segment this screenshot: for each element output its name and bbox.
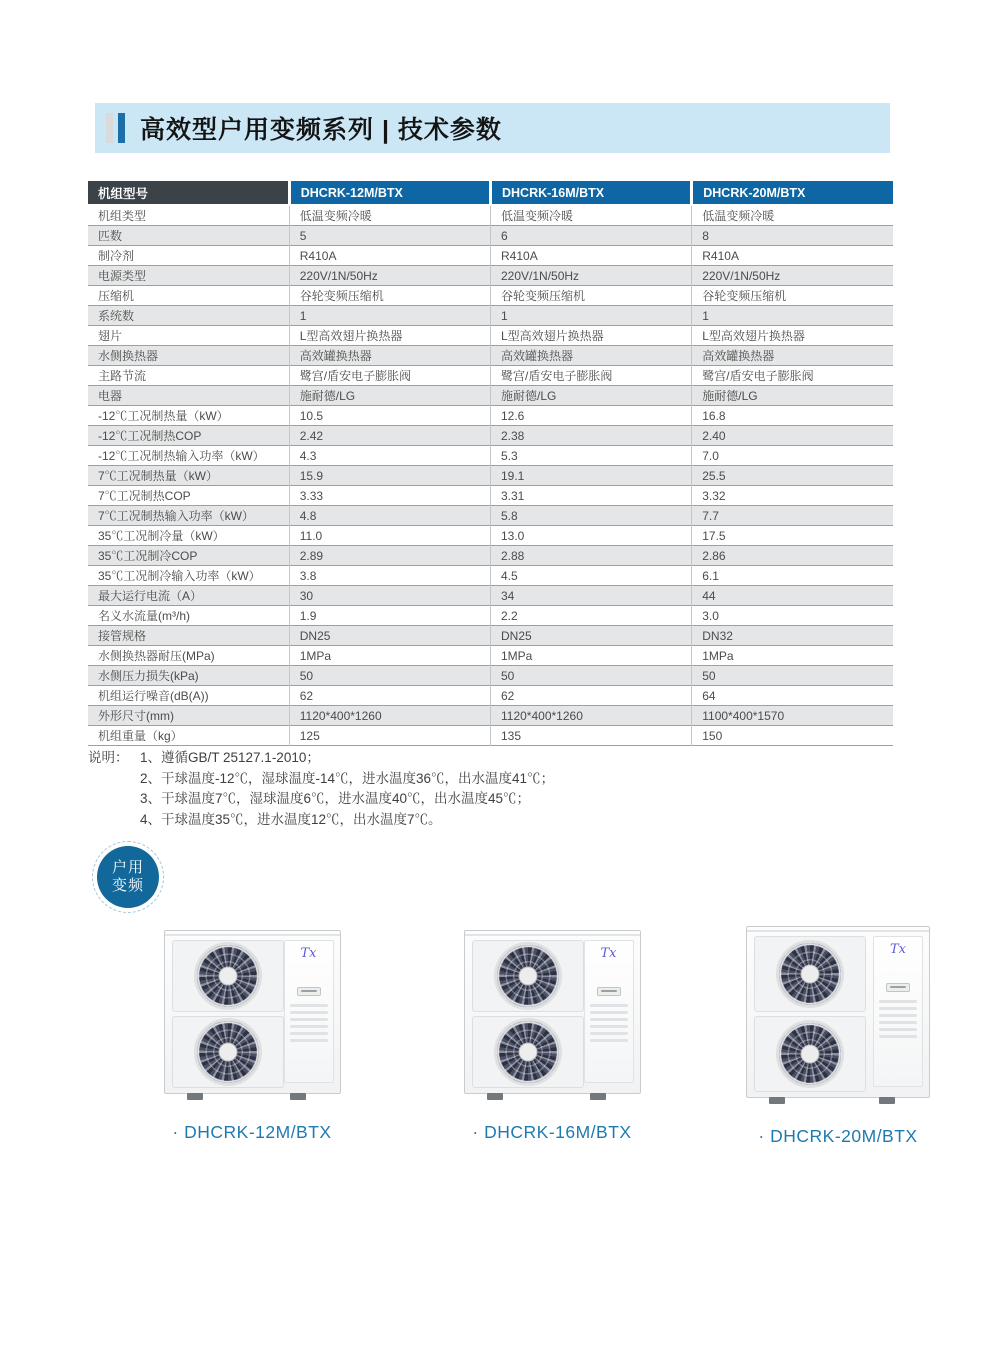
badge-line-1: 户用	[111, 859, 144, 876]
spec-value: 3.8	[289, 566, 490, 586]
note-item: 3、干球温度7℃，湿球温度6℃，进水温度40℃，出水温度45℃；	[140, 791, 531, 806]
spec-value: 12.6	[491, 406, 692, 426]
notes-label: 说明：	[88, 750, 129, 765]
spec-value: 谷轮变频压缩机	[692, 286, 893, 306]
fan-section	[754, 936, 866, 1096]
fan-grille	[172, 1016, 284, 1088]
spec-label: 7℃工况制热输入功率（kW）	[88, 506, 289, 526]
spec-label: 水侧换热器耐压(MPa)	[88, 646, 289, 666]
spec-value: 6.1	[692, 566, 893, 586]
spec-label: 水侧换热器	[88, 346, 289, 366]
unit-foot	[879, 1097, 895, 1104]
table-row	[88, 546, 893, 566]
spec-label: -12℃工况制热输入功率（kW）	[88, 446, 289, 466]
product-card-12m	[152, 930, 352, 1143]
table-row	[88, 526, 893, 546]
table-row	[88, 386, 893, 406]
spec-value: 2.89	[289, 546, 490, 566]
spec-label: 外形尺寸(mm)	[88, 706, 289, 726]
unit-top-trim	[465, 934, 640, 936]
table-row	[88, 566, 893, 586]
spec-value: L型高效翅片换热器	[289, 326, 490, 346]
spec-value: 50	[491, 666, 692, 686]
spec-value: 低温变频冷暖	[289, 205, 490, 226]
unit-foot	[590, 1093, 606, 1100]
spec-value: R410A	[692, 246, 893, 266]
spec-value: 30	[289, 586, 490, 606]
spec-value: 7.0	[692, 446, 893, 466]
spec-value: 220V/1N/50Hz	[692, 266, 893, 286]
spec-value: 62	[491, 686, 692, 706]
table-row	[88, 366, 893, 386]
fan-grille	[754, 936, 866, 1012]
spec-value: 1	[491, 306, 692, 326]
handle-recess	[886, 983, 910, 992]
spec-value: 50	[289, 666, 490, 686]
notes-block	[88, 748, 554, 830]
vent-grille	[590, 1004, 628, 1042]
spec-label: 35℃工况制冷COP	[88, 546, 289, 566]
spec-value: 低温变频冷暖	[491, 205, 692, 226]
unit-foot	[290, 1093, 306, 1100]
spec-value: 44	[692, 586, 893, 606]
spec-value: 6	[491, 226, 692, 246]
table-row	[88, 586, 893, 606]
unit-top-trim	[747, 930, 929, 932]
table-row	[88, 626, 893, 646]
spec-label: 电器	[88, 386, 289, 406]
spec-value: 1MPa	[692, 646, 893, 666]
outdoor-unit-image	[164, 930, 341, 1094]
spec-value: 1	[289, 306, 490, 326]
spec-value: 1120*400*1260	[289, 706, 490, 726]
spec-value: 11.0	[289, 526, 490, 546]
product-model-label: · DHCRK-20M/BTX	[758, 1126, 918, 1146]
fan-hub	[218, 1043, 237, 1062]
spec-value: 125	[289, 726, 490, 746]
spec-value: 5.3	[491, 446, 692, 466]
title-accent-gray-bar	[106, 113, 113, 143]
spec-label: -12℃工况制热COP	[88, 426, 289, 446]
brand-logo: Tx	[300, 946, 317, 961]
spec-value: 1.9	[289, 606, 490, 626]
spec-value: 220V/1N/50Hz	[491, 266, 692, 286]
spec-value: DN25	[289, 626, 490, 646]
spec-value: 2.40	[692, 426, 893, 446]
spec-value: 2.2	[491, 606, 692, 626]
spec-label: 机组重量（kg）	[88, 726, 289, 746]
spec-value: 135	[491, 726, 692, 746]
table-row	[88, 466, 893, 486]
spec-label: 名义水流量(m³/h)	[88, 606, 289, 626]
spec-value: 4.3	[289, 446, 490, 466]
side-panel	[873, 936, 923, 1087]
spec-value: 低温变频冷暖	[692, 205, 893, 226]
table-row	[88, 246, 893, 266]
unit-foot	[187, 1093, 203, 1100]
spec-label: 压缩机	[88, 286, 289, 306]
spec-value: 3.31	[491, 486, 692, 506]
badge-line-2: 变频	[111, 877, 144, 894]
spec-label: 机组运行噪音(dB(A))	[88, 686, 289, 706]
spec-table-body	[88, 205, 893, 746]
spec-value: 2.86	[692, 546, 893, 566]
page-title: 高效型户用变频系列 | 技术参数	[140, 116, 502, 144]
spec-value: 谷轮变频压缩机	[289, 286, 490, 306]
vent-grille	[879, 1000, 917, 1038]
fan-grille	[472, 1016, 584, 1088]
spec-value: DN25	[491, 626, 692, 646]
spec-value: 4.8	[289, 506, 490, 526]
table-row	[88, 426, 893, 446]
spec-value: 62	[289, 686, 490, 706]
notes-lines	[140, 748, 554, 830]
product-model-label: · DHCRK-12M/BTX	[172, 1122, 332, 1142]
spec-label: 接管规格	[88, 626, 289, 646]
spec-value: 25.5	[692, 466, 893, 486]
spec-value: 15.9	[289, 466, 490, 486]
table-row	[88, 346, 893, 366]
spec-value: 3.33	[289, 486, 490, 506]
spec-label: 7℃工况制热COP	[88, 486, 289, 506]
spec-table	[88, 181, 893, 746]
brand-logo: Tx	[600, 946, 617, 961]
fan-grille	[472, 940, 584, 1012]
spec-label: 最大运行电流（A）	[88, 586, 289, 606]
spec-label: 系统数	[88, 306, 289, 326]
table-row	[88, 606, 893, 626]
fan-section	[172, 940, 284, 1092]
section-title-bar	[95, 103, 890, 153]
spec-value: 鹭宫/盾安电子膨胀阀	[692, 366, 893, 386]
spec-value: 1100*400*1570	[692, 706, 893, 726]
spec-value: 谷轮变频压缩机	[491, 286, 692, 306]
product-card-20m	[738, 926, 938, 1147]
note-item: 4、干球温度35℃，进水温度12℃，出水温度7℃。	[140, 811, 442, 827]
product-model-label: · DHCRK-16M/BTX	[472, 1122, 632, 1142]
spec-value: 施耐德/LG	[692, 386, 893, 406]
table-row	[88, 726, 893, 746]
table-row	[88, 286, 893, 306]
table-header-row	[88, 181, 893, 205]
unit-foot	[769, 1097, 785, 1104]
household-inverter-badge	[97, 846, 159, 908]
spec-label: 35℃工况制冷输入功率（kW）	[88, 566, 289, 586]
spec-value: L型高效翅片换热器	[692, 326, 893, 346]
table-row	[88, 486, 893, 506]
spec-value: DN32	[692, 626, 893, 646]
note-item: 2、干球温度-12℃，湿球温度-14℃，进水温度36℃，出水温度41℃；	[140, 770, 555, 786]
side-panel	[584, 940, 634, 1083]
spec-value: 17.5	[692, 526, 893, 546]
fan-hub	[518, 1043, 537, 1062]
title-accent-blue-bar	[118, 113, 125, 143]
table-row	[88, 326, 893, 346]
table-row	[88, 686, 893, 706]
outdoor-unit-image	[464, 930, 641, 1094]
spec-label: 翅片	[88, 326, 289, 346]
spec-value: R410A	[491, 246, 692, 266]
table-row	[88, 226, 893, 246]
spec-value: 64	[692, 686, 893, 706]
table-row	[88, 706, 893, 726]
fan-hub	[518, 967, 537, 986]
spec-value: 1120*400*1260	[491, 706, 692, 726]
spec-value: 鹭宫/盾安电子膨胀阀	[289, 366, 490, 386]
spec-label: 7℃工况制热量（kW）	[88, 466, 289, 486]
spec-value: 1MPa	[491, 646, 692, 666]
spec-value: 5.8	[491, 506, 692, 526]
unit-top-trim	[165, 934, 340, 936]
spec-label: 35℃工况制冷量（kW）	[88, 526, 289, 546]
table-row	[88, 646, 893, 666]
spec-value: 施耐德/LG	[491, 386, 692, 406]
table-row	[88, 446, 893, 466]
fan-grille	[754, 1016, 866, 1092]
table-row	[88, 666, 893, 686]
spec-value: 50	[692, 666, 893, 686]
fan-section	[472, 940, 584, 1092]
spec-value: 7.7	[692, 506, 893, 526]
handle-recess	[297, 987, 321, 996]
fan-hub	[801, 965, 820, 984]
column-header-model-1: DHCRK-12M/BTX	[289, 181, 490, 205]
spec-value: 高效罐换热器	[289, 346, 490, 366]
product-card-16m	[452, 930, 652, 1143]
table-row	[88, 266, 893, 286]
column-header-model-2: DHCRK-16M/BTX	[491, 181, 692, 205]
table-row	[88, 306, 893, 326]
spec-value: L型高效翅片换热器	[491, 326, 692, 346]
spec-value: 2.88	[491, 546, 692, 566]
column-header-model-3: DHCRK-20M/BTX	[692, 181, 893, 205]
spec-label: 电源类型	[88, 266, 289, 286]
brand-logo: Tx	[889, 942, 906, 957]
table-row	[88, 406, 893, 426]
spec-value: 10.5	[289, 406, 490, 426]
spec-value: 5	[289, 226, 490, 246]
spec-value: 220V/1N/50Hz	[289, 266, 490, 286]
column-header-model-no: 机组型号	[88, 181, 289, 205]
spec-value: 施耐德/LG	[289, 386, 490, 406]
unit-foot	[487, 1093, 503, 1100]
vent-grille	[290, 1004, 328, 1042]
spec-value: 1	[692, 306, 893, 326]
spec-value: 19.1	[491, 466, 692, 486]
spec-value: 鹭宫/盾安电子膨胀阀	[491, 366, 692, 386]
spec-value: 2.38	[491, 426, 692, 446]
handle-recess	[597, 987, 621, 996]
fan-hub	[218, 967, 237, 986]
spec-value: 13.0	[491, 526, 692, 546]
spec-value: 16.8	[692, 406, 893, 426]
spec-value: 1MPa	[289, 646, 490, 666]
table-row	[88, 205, 893, 226]
fan-grille	[172, 940, 284, 1012]
spec-label: 主路节流	[88, 366, 289, 386]
spec-value: 34	[491, 586, 692, 606]
spec-label: 制冷剂	[88, 246, 289, 266]
spec-value: R410A	[289, 246, 490, 266]
spec-value: 高效罐换热器	[491, 346, 692, 366]
spec-label: 机组类型	[88, 205, 289, 226]
spec-value: 150	[692, 726, 893, 746]
spec-value: 高效罐换热器	[692, 346, 893, 366]
side-panel	[284, 940, 334, 1083]
spec-label: 水侧压力损失(kPa)	[88, 666, 289, 686]
fan-hub	[801, 1045, 820, 1064]
spec-value: 4.5	[491, 566, 692, 586]
spec-label: 匹数	[88, 226, 289, 246]
note-item: 1、遵循GB/T 25127.1-2010；	[140, 750, 320, 765]
spec-value: 2.42	[289, 426, 490, 446]
outdoor-unit-image	[746, 926, 930, 1098]
spec-value: 8	[692, 226, 893, 246]
spec-value: 3.32	[692, 486, 893, 506]
spec-value: 3.0	[692, 606, 893, 626]
table-row	[88, 506, 893, 526]
spec-label: -12℃工况制热量（kW）	[88, 406, 289, 426]
